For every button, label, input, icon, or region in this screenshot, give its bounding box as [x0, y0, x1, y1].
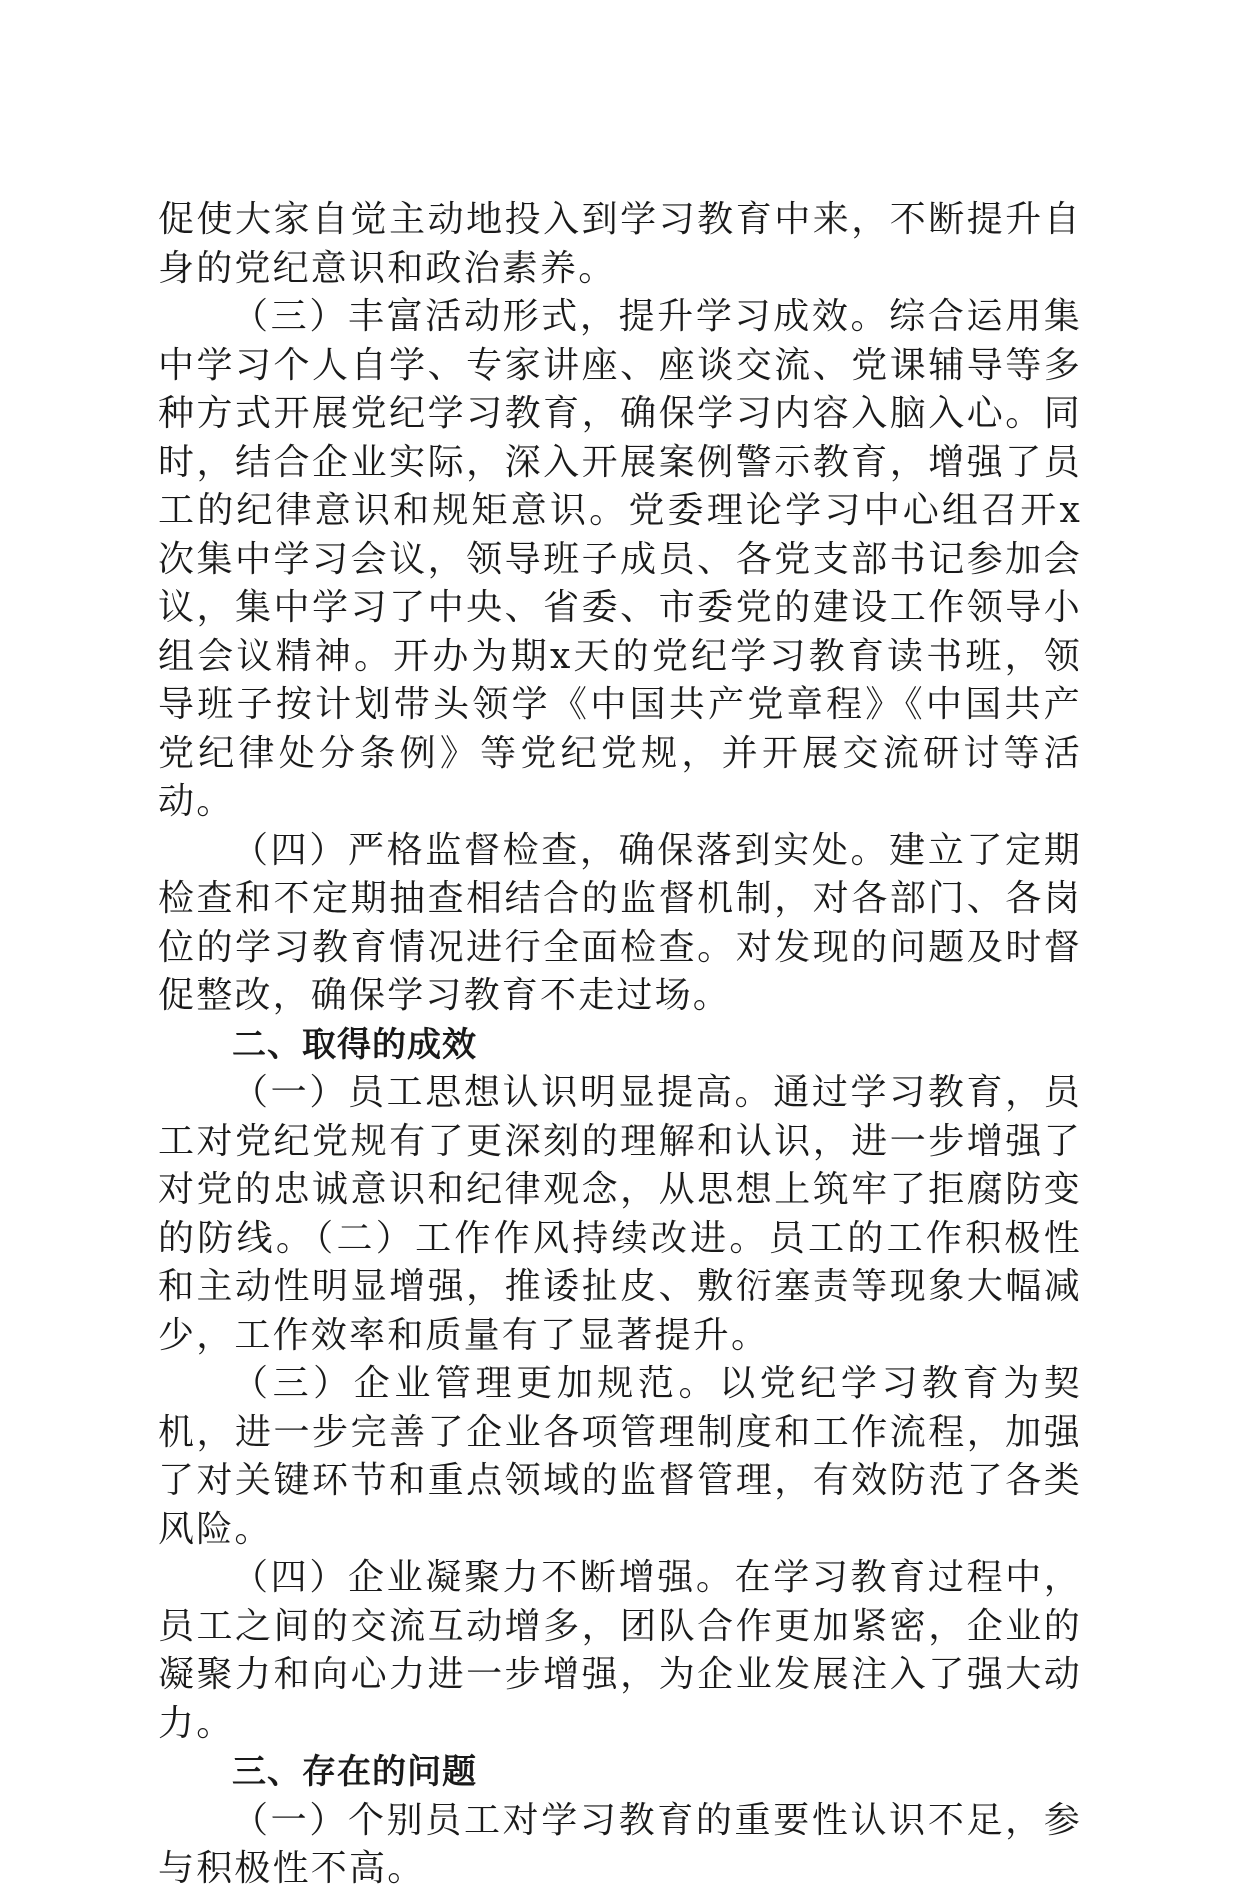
paragraph-continuation: 促使大家自觉主动地投入到学习教育中来，不断提升自身的党纪意识和政治素养。: [158, 199, 1082, 289]
section-heading-problems: 三、存在的问题: [232, 1752, 477, 1792]
paragraph-supervision: （四）严格监督检查，确保落到实处。建立了定期检查和不定期抽查相结合的监督机制，对各部门、各岗位的学习教育情况进行全面检查。对发现的问题及时督促整改，确保学习教育不走过场。: [158, 829, 1082, 1016]
paragraph-problem-awareness: （一）个别员工对学习教育的重要性认识不足，参与积极性不高。: [158, 1799, 1082, 1889]
paragraph-management-standardized: （三）企业管理更加规范。以党纪学习教育为契机，进一步完善了企业各项管理制度和工作流程，加强了对关键环节和重点领域的监督管理，有效防范了各类风险。: [158, 1363, 1082, 1550]
paragraph-cohesion-enhanced: （四）企业凝聚力不断增强。在学习教育过程中，员工之间的交流互动增多，团队合作更加紧密，企业的凝聚力和向心力进一步增强，为企业发展注入了强大动力。: [158, 1557, 1082, 1744]
paragraph-awareness-improved: （一）员工思想认识明显提高。通过学习教育，员工对党纪党规有了更深刻的理解和认识，进一步增强了对党的忠诚意识和纪律观念，从思想上筑牢了拒腐防变的防线。（二）工作作风持续改进。员工的工作积极性和主动性明显增强，推诿扯皮、敷衍塞责等现象大幅减少，工作效率和质量有了显著提升。: [158, 1072, 1082, 1356]
paragraph-activity-forms: （三）丰富活动形式，提升学习成效。综合运用集中学习个人自学、专家讲座、座谈交流、党课辅导等多种方式开展党纪学习教育，确保学习内容入脑入心。同时，结合企业实际，深入开展案例警示教育，增强了员工的纪律意识和规矩意识。党委理论学习中心组召开x次集中学习会议，领导班子成员、各党支部书记参加会议，集中学习了中央、省委、市委党的建设工作领导小组会议精神。开办为期x天的党纪学习教育读书班，领导班子按计划带头领学《中国共产党章程》《中国共产党纪律处分条例》等党纪党规，并开展交流研讨等活动。: [158, 296, 1082, 822]
section-heading-achievements: 二、取得的成效: [232, 1024, 477, 1065]
document-body: [158, 196, 1082, 1894]
